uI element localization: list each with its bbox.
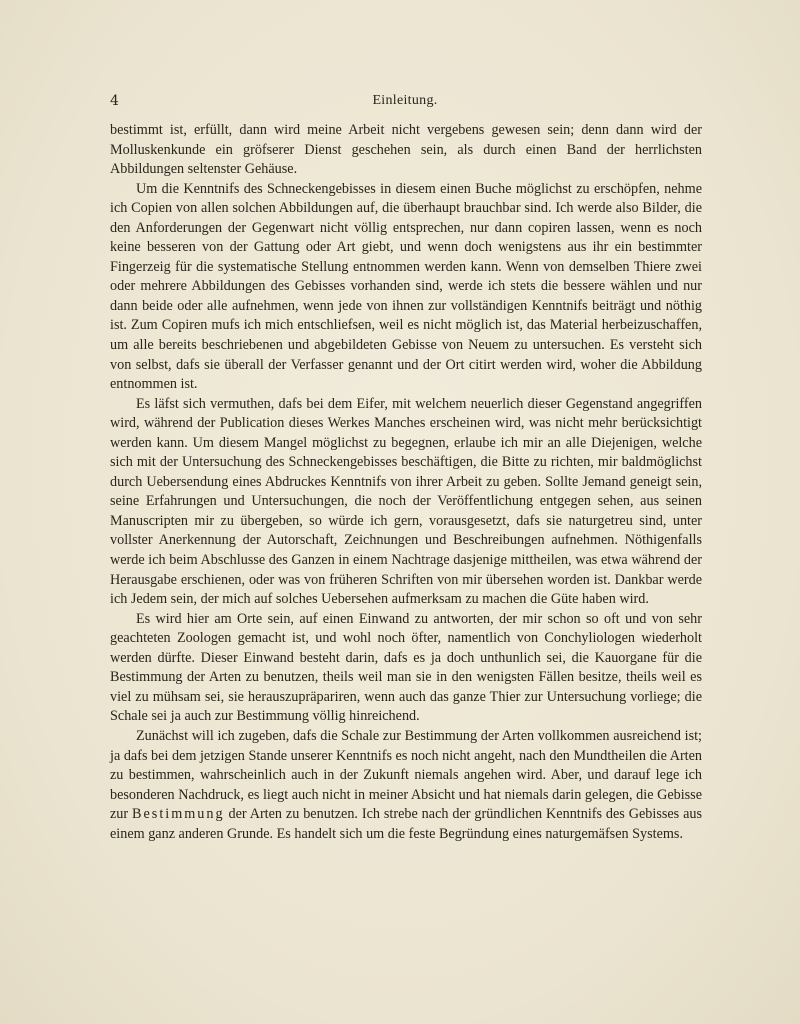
paragraph-2: Um die Kenntnifs des Schneckengebisses in diesem einen Buche möglichst zu erschöpfen, nehme ich Copien von allen solchen Abbildungen auf, die überhaupt brauchbar sind. Ich werde also Bilder, die den Anforderungen der Gegenwart nicht völlig entsprechen, nur dann copiren lassen, wenn es noch keine besseren von der Gattung oder Art giebt, und wenn doch wenigstens aus ihr ein bestimmter Fingerzeig für die systematische Stellung entnommen werden kann. Wenn von demselben Thiere zwei oder mehrere Abbildungen des Gebisses vorhanden sind, werde ich stets die bessere wählen und nur dann beide oder alle aufnehmen, wenn jede von ihnen zur vollständigen Kenntnifs beiträgt und nöthig ist. Zum Copiren mufs ich mich entschliefsen, weil es nicht möglich ist, das Material herbeizuschaffen, um alle bereits beschriebenen und abgebildeten Gebisse von Neuem zu untersuchen. Es versteht sich von selbst, dafs sie überall der Verfasser genannt und der Ort citirt werden wird, woher die Abbildung entnommen ist. bbox=[110, 180, 702, 393]
paragraph-5-after: der Arten zu benutzen. Ich strebe nach der gründlichen Kenntnifs des Gebisses aus einem ganz anderen Grunde. Es handelt sich um die feste Begründung eines naturgemäfsen Systems. bbox=[110, 806, 702, 842]
paragraph-5 bbox=[110, 727, 702, 844]
body-text bbox=[110, 121, 702, 844]
paragraph-3: Es läfst sich vermuthen, dafs bei dem Eifer, mit welchem neuerlich dieser Gegenstand angegriffen wird, während der Publication dieses Werkes Manches erscheinen wird, was nicht mehr berücksichtigt werden kann. Um diesem Mangel möglichst zu begegnen, erlaube ich mir an alle Diejenigen, welche sich mit der Untersuchung des Schneckengebisses beschäftigen, die Bitte zu richten, mir baldmöglichst durch Uebersendung eines Abdruckes Kenntnifs von ihrer Arbeit zu geben. Sollte Jemand geneigt sein, seine Erfahrungen und Untersuchungen, die noch der Veröffentlichung entgegen sehen, aus seinen Manuscripten mir zu übergeben, so würde ich gern, vorausgesetzt, dafs sie naturgetreu sind, unter vollster Anerkennung der Autorschaft, Zeichnungen und Beschreibungen aufnehmen. Nöthigenfalls werde ich beim Abschlusse des Ganzen in einem Nachtrage dasjenige mittheilen, was etwa während der Herausgabe erschienen, oder was von früheren Schriften von mir übersehen worden ist. Dankbar werde ich Jedem sein, der mich auf solches Uebersehen aufmerksam zu machen die Güte haben wird. bbox=[110, 395, 702, 608]
paragraph-1: bestimmt ist, erfüllt, dann wird meine Arbeit nicht vergebens gewesen sein; denn dann wird der Molluskenkunde ein gröfserer Dienst geschehen sein, als durch einen Band der herrlichsten Abbildungen seltenster Gehäuse. bbox=[110, 122, 702, 178]
paragraph-5-before: Zunächst will ich zugeben, dafs die Schale zur Bestimmung der Arten vollkommen ausreichend ist; ja dafs bei dem jetzigen Stande unserer Kenntnifs es noch nicht angeht, nach den Mundtheilen die Arten zu bestimmen, wahrscheinlich auch in der Zukunft niemals angehen wird. Aber, und darauf lege ich besonderen Nachdruck, es liegt auch nicht in meiner Absicht und hat niemals darin gelegen, die Gebisse zur bbox=[110, 727, 702, 823]
emphasis-bestimmung: Bestimmung bbox=[132, 806, 225, 823]
running-title: Einleitung. bbox=[372, 93, 438, 108]
page-header bbox=[110, 93, 700, 113]
page-number: 4 bbox=[110, 93, 120, 109]
paragraph-4: Es wird hier am Orte sein, auf einen Einwand zu antworten, der mir schon so oft und von sehr geachteten Zoologen gemacht ist, und wohl noch öfter, namentlich von Conchyliologen wiederholt werden dürfte. Dieser Einwand besteht darin, dafs es ja doch unthunlich sei, die Kauorgane für die Bestimmung der Arten zu benutzen, theils weil man sie in den wenigsten Fällen besitze, theils weil es viel zu mühsam sei, sie herauszupräpariren, wenn auch das ganze Thier zur Untersuchung vorliege; die Schale sei ja auch zur Bestimmung völlig hinreichend. bbox=[110, 610, 702, 725]
